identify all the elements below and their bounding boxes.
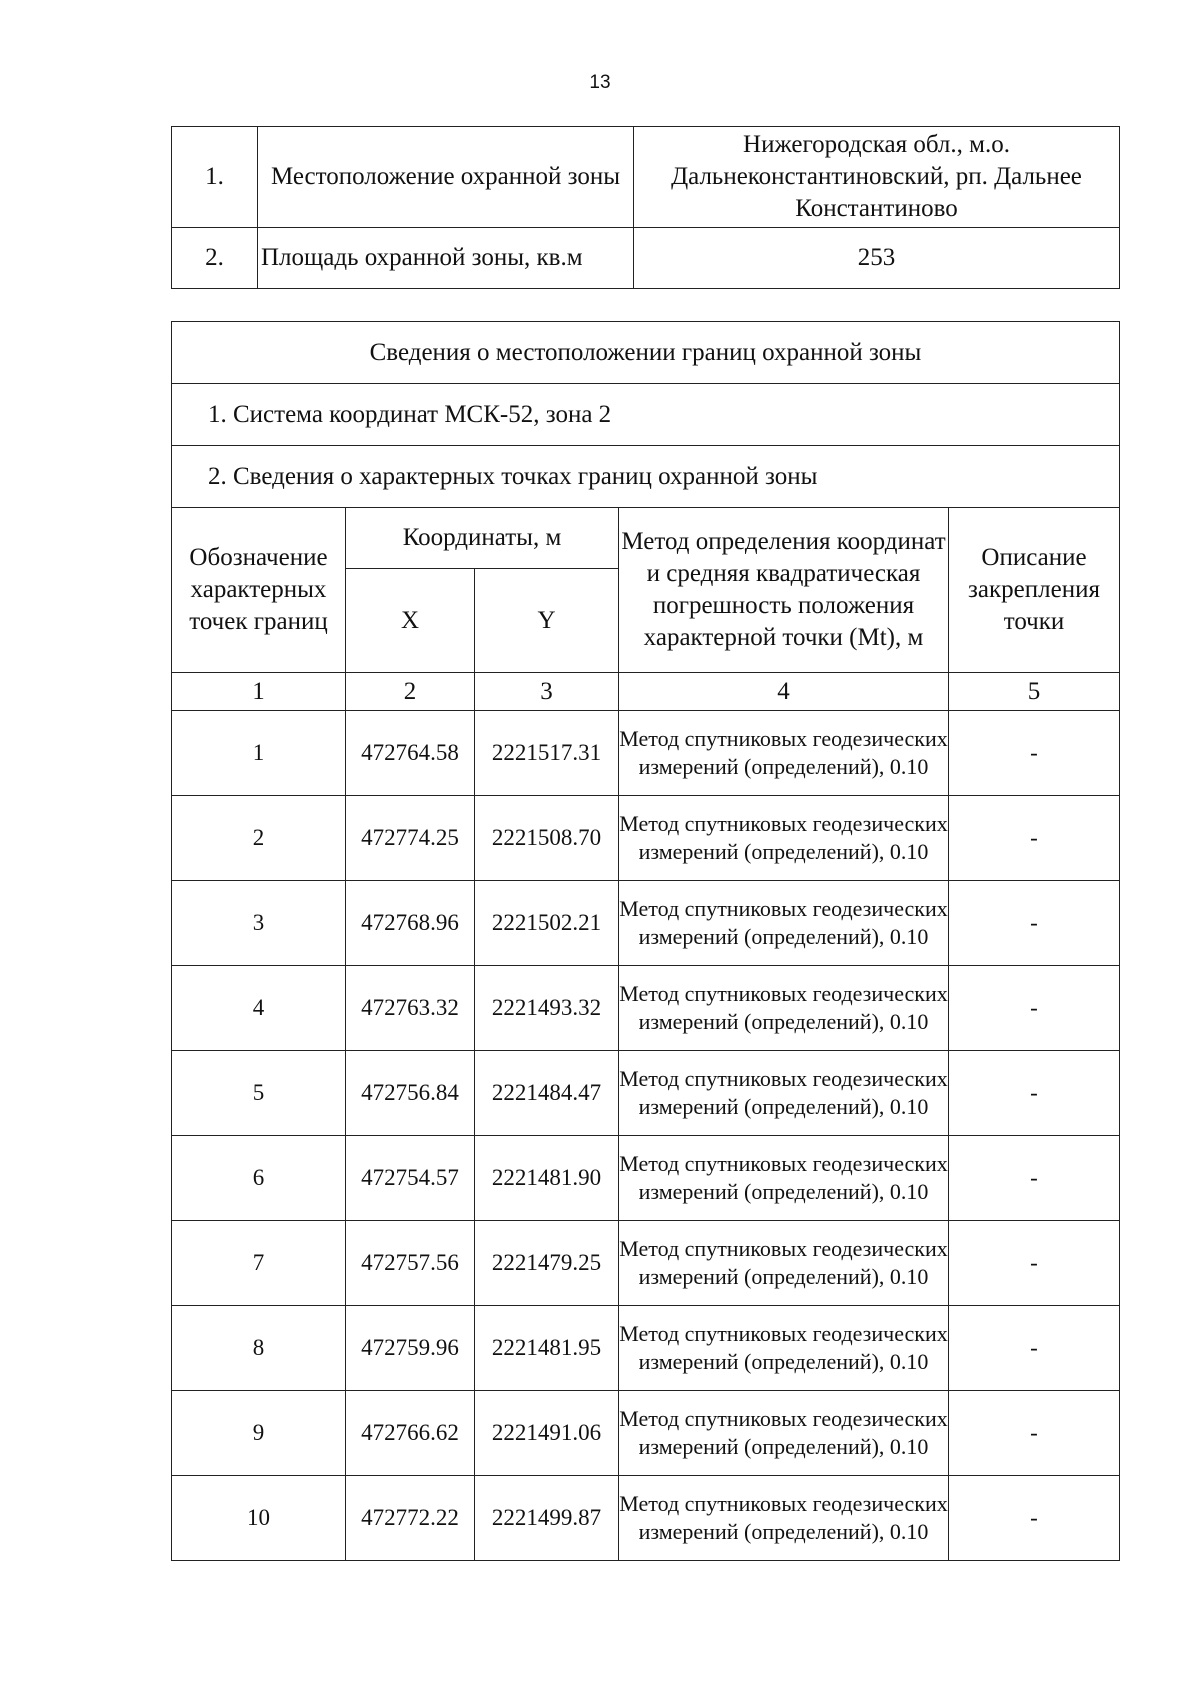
point-description: -: [949, 881, 1120, 966]
point-y: 2221517.31: [475, 711, 619, 796]
point-y: 2221479.25: [475, 1221, 619, 1306]
point-id: 9: [172, 1391, 346, 1476]
point-y: 2221502.21: [475, 881, 619, 966]
point-method: Метод спутниковых геодезических измерений (определений), 0.10: [619, 796, 949, 881]
point-x: 472759.96: [346, 1306, 475, 1391]
table-row: [172, 1136, 1120, 1221]
point-description: -: [949, 711, 1120, 796]
point-x: 472757.56: [346, 1221, 475, 1306]
point-method: Метод спутниковых геодезических измерений (определений), 0.10: [619, 711, 949, 796]
point-x: 472754.57: [346, 1136, 475, 1221]
info-label: Местоположение охранной зоны: [258, 127, 634, 228]
point-x: 472768.96: [346, 881, 475, 966]
header-y: Y: [475, 569, 619, 673]
column-number: 4: [619, 673, 949, 711]
point-x: 472764.58: [346, 711, 475, 796]
point-description: -: [949, 1221, 1120, 1306]
table-title: Сведения о местоположении границ охранной зоны: [172, 322, 1120, 384]
info-value: 253: [634, 228, 1120, 289]
header-method: Метод определения координат и средняя квадратическая погрешность положения характерной точки (Mt), м: [619, 508, 949, 673]
points-caption: 2. Сведения о характерных точках границ охранной зоны: [172, 446, 1120, 508]
table-row: [172, 711, 1120, 796]
page-number: 13: [589, 72, 611, 93]
info-row: [172, 228, 1120, 289]
table-row: [172, 1306, 1120, 1391]
point-y: 2221493.32: [475, 966, 619, 1051]
point-y: 2221508.70: [475, 796, 619, 881]
point-y: 2221481.90: [475, 1136, 619, 1221]
point-id: 10: [172, 1476, 346, 1561]
point-y: 2221484.47: [475, 1051, 619, 1136]
header-x: X: [346, 569, 475, 673]
point-x: 472763.32: [346, 966, 475, 1051]
column-number-row: [172, 673, 1120, 711]
table-row: [172, 1051, 1120, 1136]
point-description: -: [949, 966, 1120, 1051]
column-number: 5: [949, 673, 1120, 711]
header-description: Описание закрепления точки: [949, 508, 1120, 673]
point-id: 3: [172, 881, 346, 966]
point-x: 472766.62: [346, 1391, 475, 1476]
coord-system: 1. Система координат МСК-52, зона 2: [172, 384, 1120, 446]
point-method: Метод спутниковых геодезических измерений (определений), 0.10: [619, 881, 949, 966]
point-x: 472772.22: [346, 1476, 475, 1561]
point-description: -: [949, 796, 1120, 881]
table-row: [172, 1476, 1120, 1561]
table-row: [172, 796, 1120, 881]
info-value: Нижегородская обл., м.о. Дальнеконстантиновский, рп. Дальнее Константиново: [634, 127, 1120, 228]
table-row: [172, 966, 1120, 1051]
point-y: 2221499.87: [475, 1476, 619, 1561]
header-coords: Координаты, м: [346, 508, 619, 569]
table-row: [172, 881, 1120, 966]
point-method: Метод спутниковых геодезических измерений (определений), 0.10: [619, 1476, 949, 1561]
point-method: Метод спутниковых геодезических измерений (определений), 0.10: [619, 1136, 949, 1221]
info-label: Площадь охранной зоны, кв.м: [258, 228, 634, 289]
point-y: 2221491.06: [475, 1391, 619, 1476]
info-table: [171, 126, 1120, 289]
point-method: Метод спутниковых геодезических измерений (определений), 0.10: [619, 1051, 949, 1136]
point-method: Метод спутниковых геодезических измерений (определений), 0.10: [619, 966, 949, 1051]
info-num: 1.: [172, 127, 258, 228]
header-designation: Обозначение характерных точек границ: [172, 508, 346, 673]
boundary-table: [171, 321, 1120, 1561]
point-id: 5: [172, 1051, 346, 1136]
column-number: 2: [346, 673, 475, 711]
point-id: 6: [172, 1136, 346, 1221]
point-description: -: [949, 1136, 1120, 1221]
point-id: 2: [172, 796, 346, 881]
point-x: 472756.84: [346, 1051, 475, 1136]
column-number: 3: [475, 673, 619, 711]
point-y: 2221481.95: [475, 1306, 619, 1391]
table-row: [172, 1391, 1120, 1476]
point-description: -: [949, 1391, 1120, 1476]
point-method: Метод спутниковых геодезических измерений (определений), 0.10: [619, 1306, 949, 1391]
point-id: 1: [172, 711, 346, 796]
point-method: Метод спутниковых геодезических измерений (определений), 0.10: [619, 1391, 949, 1476]
point-id: 7: [172, 1221, 346, 1306]
point-id: 4: [172, 966, 346, 1051]
point-description: -: [949, 1306, 1120, 1391]
point-description: -: [949, 1476, 1120, 1561]
point-method: Метод спутниковых геодезических измерений (определений), 0.10: [619, 1221, 949, 1306]
point-description: -: [949, 1051, 1120, 1136]
column-number: 1: [172, 673, 346, 711]
info-num: 2.: [172, 228, 258, 289]
info-row: [172, 127, 1120, 228]
point-id: 8: [172, 1306, 346, 1391]
point-x: 472774.25: [346, 796, 475, 881]
table-row: [172, 1221, 1120, 1306]
